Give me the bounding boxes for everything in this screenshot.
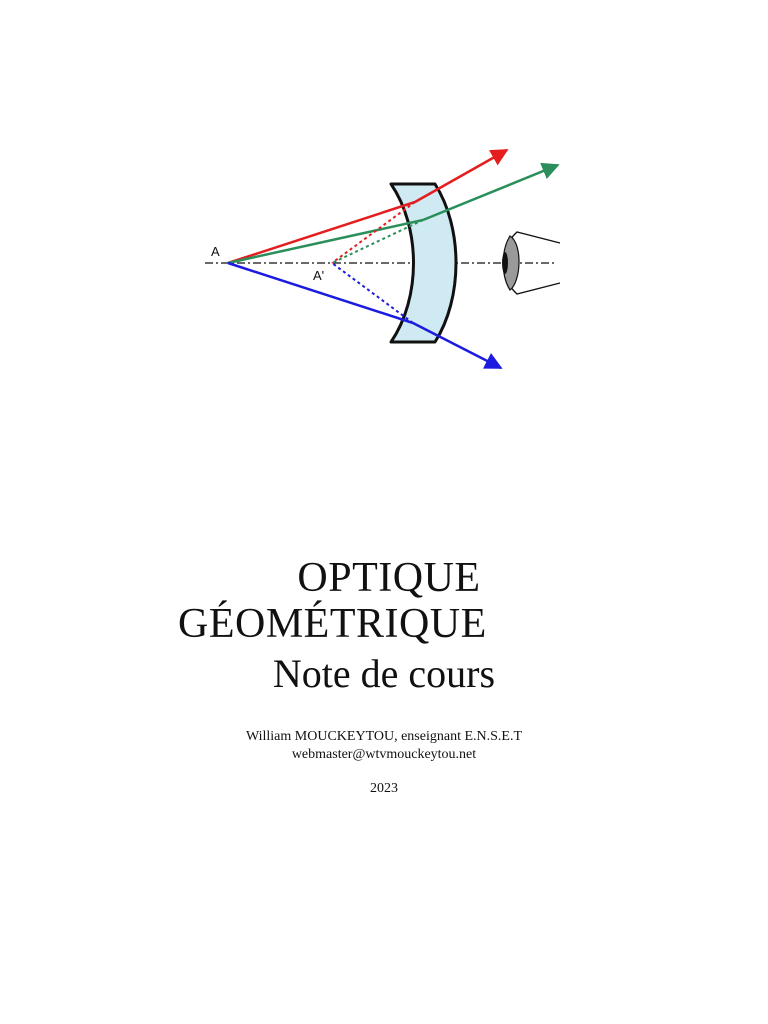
author-email: webmaster@wtvmouckeytou.net [291, 747, 477, 762]
publication-year: 2023 [370, 781, 398, 796]
author-block [0, 728, 768, 798]
emergent-ray-blue [413, 323, 501, 368]
title-line-2: GÉOMÉTRIQUE [178, 601, 487, 647]
lens-diagram-svg [195, 140, 575, 380]
author-name: William MOUCKEYTOU, enseignant E.N.S.E.T [245, 729, 523, 744]
point-a-label: A [211, 244, 220, 259]
virtual-ray-red [332, 202, 415, 263]
incident-ray-green [228, 220, 423, 263]
title-block [0, 555, 768, 699]
emergent-ray-green [423, 165, 558, 220]
subtitle: Note de cours [272, 651, 496, 696]
point-a-prime-label: A' [313, 268, 325, 283]
incident-ray-red [228, 202, 415, 263]
emergent-ray-red [415, 150, 507, 202]
virtual-ray-blue [332, 263, 413, 323]
title-line-1: OPTIQUE [297, 555, 481, 601]
lens-diagram [195, 140, 575, 380]
